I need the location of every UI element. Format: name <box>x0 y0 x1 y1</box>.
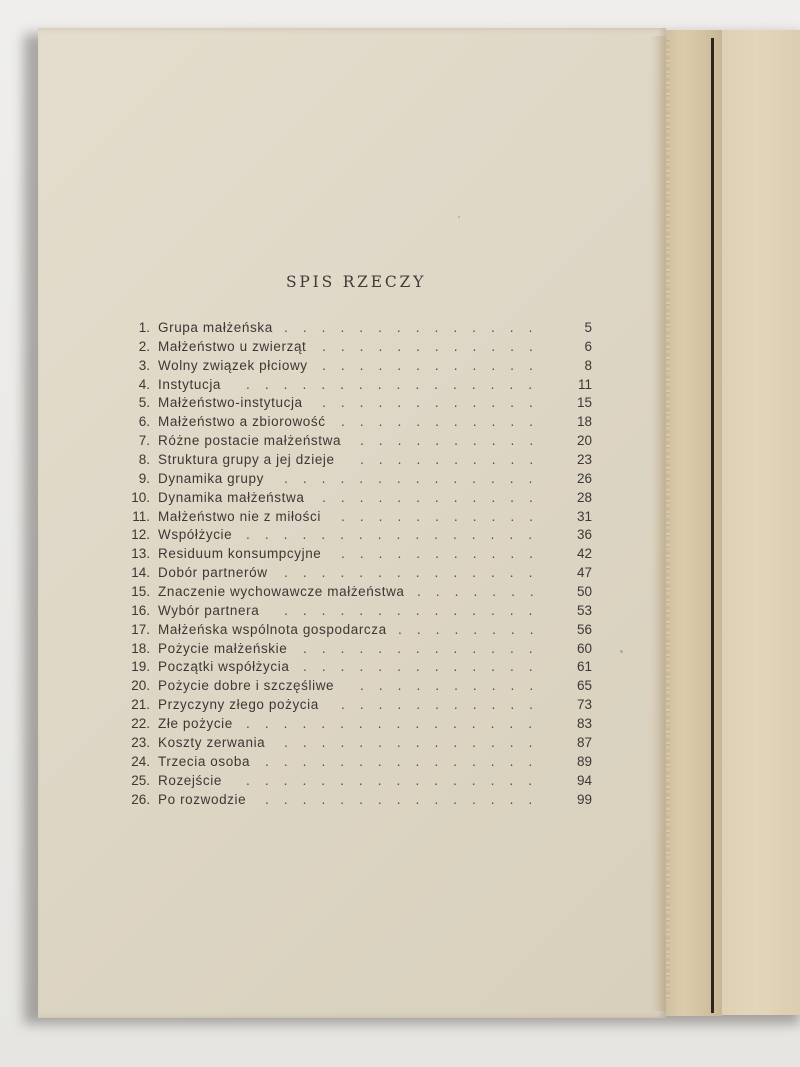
toc-entry <box>0 525 800 545</box>
toc-entry-title: Pożycie dobre i szczęśliwe <box>158 678 335 694</box>
toc-leader-dots: ................ <box>246 773 548 788</box>
toc-entry-page: 89 <box>576 753 592 769</box>
toc-entry-page: 50 <box>576 584 592 600</box>
toc-entry <box>0 639 800 659</box>
toc-leader-dots: .............. <box>284 566 548 581</box>
toc-entry-page: 36 <box>576 527 592 543</box>
toc-entry-page: 73 <box>576 697 592 713</box>
toc-entry-number: 23. <box>131 734 150 750</box>
toc-entry-number: 14. <box>131 565 150 581</box>
toc-entry-number: 24. <box>131 753 150 769</box>
toc-entry-number: 22. <box>131 716 150 732</box>
toc-entry-page: 94 <box>576 772 592 788</box>
toc-entry <box>0 375 800 395</box>
toc-leader-dots: .......... <box>360 434 549 449</box>
toc-entry <box>0 771 800 791</box>
toc-entry-number: 13. <box>131 546 150 562</box>
toc-leader-dots: ............... <box>265 754 548 769</box>
toc-entry-page: 18 <box>576 414 592 430</box>
toc-entry-page: 20 <box>576 433 592 449</box>
toc-leader-dots: ........ <box>398 622 549 637</box>
toc-entry <box>0 488 800 508</box>
toc-leader-dots: ....... <box>417 585 549 600</box>
toc-entry-page: 61 <box>576 659 592 675</box>
toc-entry <box>0 318 800 338</box>
toc-entry-title: Struktura grupy a jej dzieje <box>158 452 335 468</box>
toc-entry <box>0 695 800 715</box>
toc-leader-dots: ............ <box>322 490 548 505</box>
toc-leader-dots: ................ <box>246 377 548 392</box>
toc-leader-dots: ............ <box>322 358 548 373</box>
toc-entry-number: 20. <box>131 678 150 694</box>
toc-entry <box>0 620 800 640</box>
toc-entry-title: Trzecia osoba <box>158 753 251 769</box>
toc-entry-number: 4. <box>138 376 150 392</box>
toc-leader-dots: ............... <box>265 792 548 807</box>
toc-entry-title: Przyczyny złego pożycia <box>158 697 319 713</box>
toc-entry-title: Dynamika małżeństwa <box>158 489 305 505</box>
toc-entry <box>0 469 800 489</box>
toc-entry-page: 28 <box>576 489 592 505</box>
toc-entry-number: 8. <box>138 452 150 468</box>
toc-entry <box>0 393 800 413</box>
toc-leader-dots: .............. <box>284 321 548 335</box>
toc-leader-dots: .......... <box>360 679 549 694</box>
toc-leader-dots: .......... <box>360 453 549 468</box>
toc-entry-title: Małżeństwo u zwierząt <box>158 338 307 354</box>
toc-entry-page: 65 <box>576 678 592 694</box>
toc-entry-number: 12. <box>131 527 150 543</box>
toc-leader-dots: .............. <box>284 735 548 750</box>
toc-entry-page: 42 <box>576 546 592 562</box>
toc-entry-title: Grupa małżeńska <box>158 320 273 335</box>
toc-leader-dots: ............ <box>322 339 548 354</box>
toc-entry-title: Małżeństwo nie z miłości <box>158 508 321 524</box>
toc-entry-page: 60 <box>576 640 592 656</box>
toc-entry <box>0 657 800 677</box>
toc-entry-page: 47 <box>576 565 592 581</box>
toc-entry-title: Dynamika grupy <box>158 470 264 486</box>
toc-entry <box>0 431 800 451</box>
toc-entry-page: 15 <box>576 395 592 411</box>
toc-entry-number: 25. <box>131 772 150 788</box>
toc-leader-dots: ................ <box>246 528 548 543</box>
toc-entry-title: Residuum konsumpcyjne <box>158 546 322 562</box>
toc-leader-dots: ............. <box>303 660 548 675</box>
toc-entry-title: Instytucja <box>158 376 222 392</box>
toc-entry-number: 26. <box>131 791 150 807</box>
toc-entry-title: Rozejście <box>158 772 222 788</box>
toc-entry-title: Różne postacie małżeństwa <box>158 433 342 449</box>
toc-entry-title: Po rozwodzie <box>158 791 247 807</box>
toc-entry-number: 16. <box>131 602 150 618</box>
toc-entry-title: Koszty zerwania <box>158 734 266 750</box>
toc-entry-page: 8 <box>584 357 592 373</box>
toc-leader-dots: ........... <box>341 547 548 562</box>
toc-entry-page: 56 <box>576 621 592 637</box>
toc-entry-page: 83 <box>576 716 592 732</box>
toc-entry <box>0 412 800 432</box>
toc-entry <box>0 450 800 470</box>
toc-entry-number: 6. <box>138 414 150 430</box>
toc-entry-title: Wybór partnera <box>158 602 260 618</box>
toc-entry-number: 18. <box>131 640 150 656</box>
toc-entry-page: 87 <box>576 734 592 750</box>
toc-entry-number: 2. <box>138 338 150 354</box>
toc-entry-page: 31 <box>576 508 592 524</box>
toc-entry-number: 3. <box>138 357 150 373</box>
toc-entry-number: 10. <box>131 489 150 505</box>
toc-entry <box>0 714 800 734</box>
toc-entry-title: Złe pożycie <box>158 716 233 732</box>
toc-entry <box>0 752 800 772</box>
toc-entry <box>0 544 800 564</box>
toc-entry-title: Małżeńska wspólnota gospodarcza <box>158 621 387 637</box>
toc-leader-dots: .............. <box>284 471 548 486</box>
toc-entry-page: 23 <box>576 452 592 468</box>
toc-entry-number: 7. <box>138 433 150 449</box>
toc-entry-number: 11. <box>132 508 150 524</box>
toc-leader-dots: ............ <box>322 396 548 411</box>
toc-entry <box>0 733 800 753</box>
toc-leader-dots: ........... <box>341 698 548 713</box>
toc-entry-title: Znaczenie wychowawcze małżeństwa <box>158 584 405 600</box>
toc-entry-number: 19. <box>131 659 150 675</box>
toc-entry-number: 5. <box>138 395 150 411</box>
toc-entry-number: 1. <box>138 320 150 335</box>
toc-entry-title: Początki współżycia <box>158 659 290 675</box>
toc-entry-page: 5 <box>584 320 592 335</box>
toc-entry <box>0 790 800 810</box>
toc-entry-title: Małżeństwo-instytucja <box>158 395 303 411</box>
toc-entry-page: 99 <box>576 791 592 807</box>
toc-entry <box>0 582 800 602</box>
toc-entry <box>0 507 800 527</box>
toc-entry-number: 9. <box>138 470 150 486</box>
toc-entry-title: Współżycie <box>158 527 233 543</box>
toc-entry <box>0 356 800 376</box>
toc-entry-title: Wolny związek płciowy <box>158 357 308 373</box>
toc-entry-title: Dobór partnerów <box>158 565 268 581</box>
toc-entry-title: Pożycie małżeńskie <box>158 640 288 656</box>
toc-leader-dots: ........... <box>341 509 548 524</box>
toc-entry <box>0 601 800 621</box>
toc-entry <box>0 337 800 357</box>
toc-entry-page: 53 <box>576 602 592 618</box>
toc-entry-page: 26 <box>576 470 592 486</box>
toc-entry <box>0 676 800 696</box>
toc-entry-page: 11 <box>577 376 592 392</box>
toc-entry <box>0 563 800 583</box>
toc-entry-page: 6 <box>584 338 592 354</box>
toc-leader-dots: ........... <box>341 415 548 430</box>
toc-entry-number: 17. <box>131 621 150 637</box>
toc-leader-dots: ............. <box>303 641 548 656</box>
toc-entry-number: 21. <box>131 697 150 713</box>
toc-entry-number: 15. <box>131 584 150 600</box>
toc-leader-dots: .............. <box>284 603 548 618</box>
toc-leader-dots: ................ <box>246 717 548 732</box>
toc-entry-title: Małżeństwo a zbiorowość <box>158 414 326 430</box>
page-title: SPIS RZECZY <box>286 273 427 291</box>
